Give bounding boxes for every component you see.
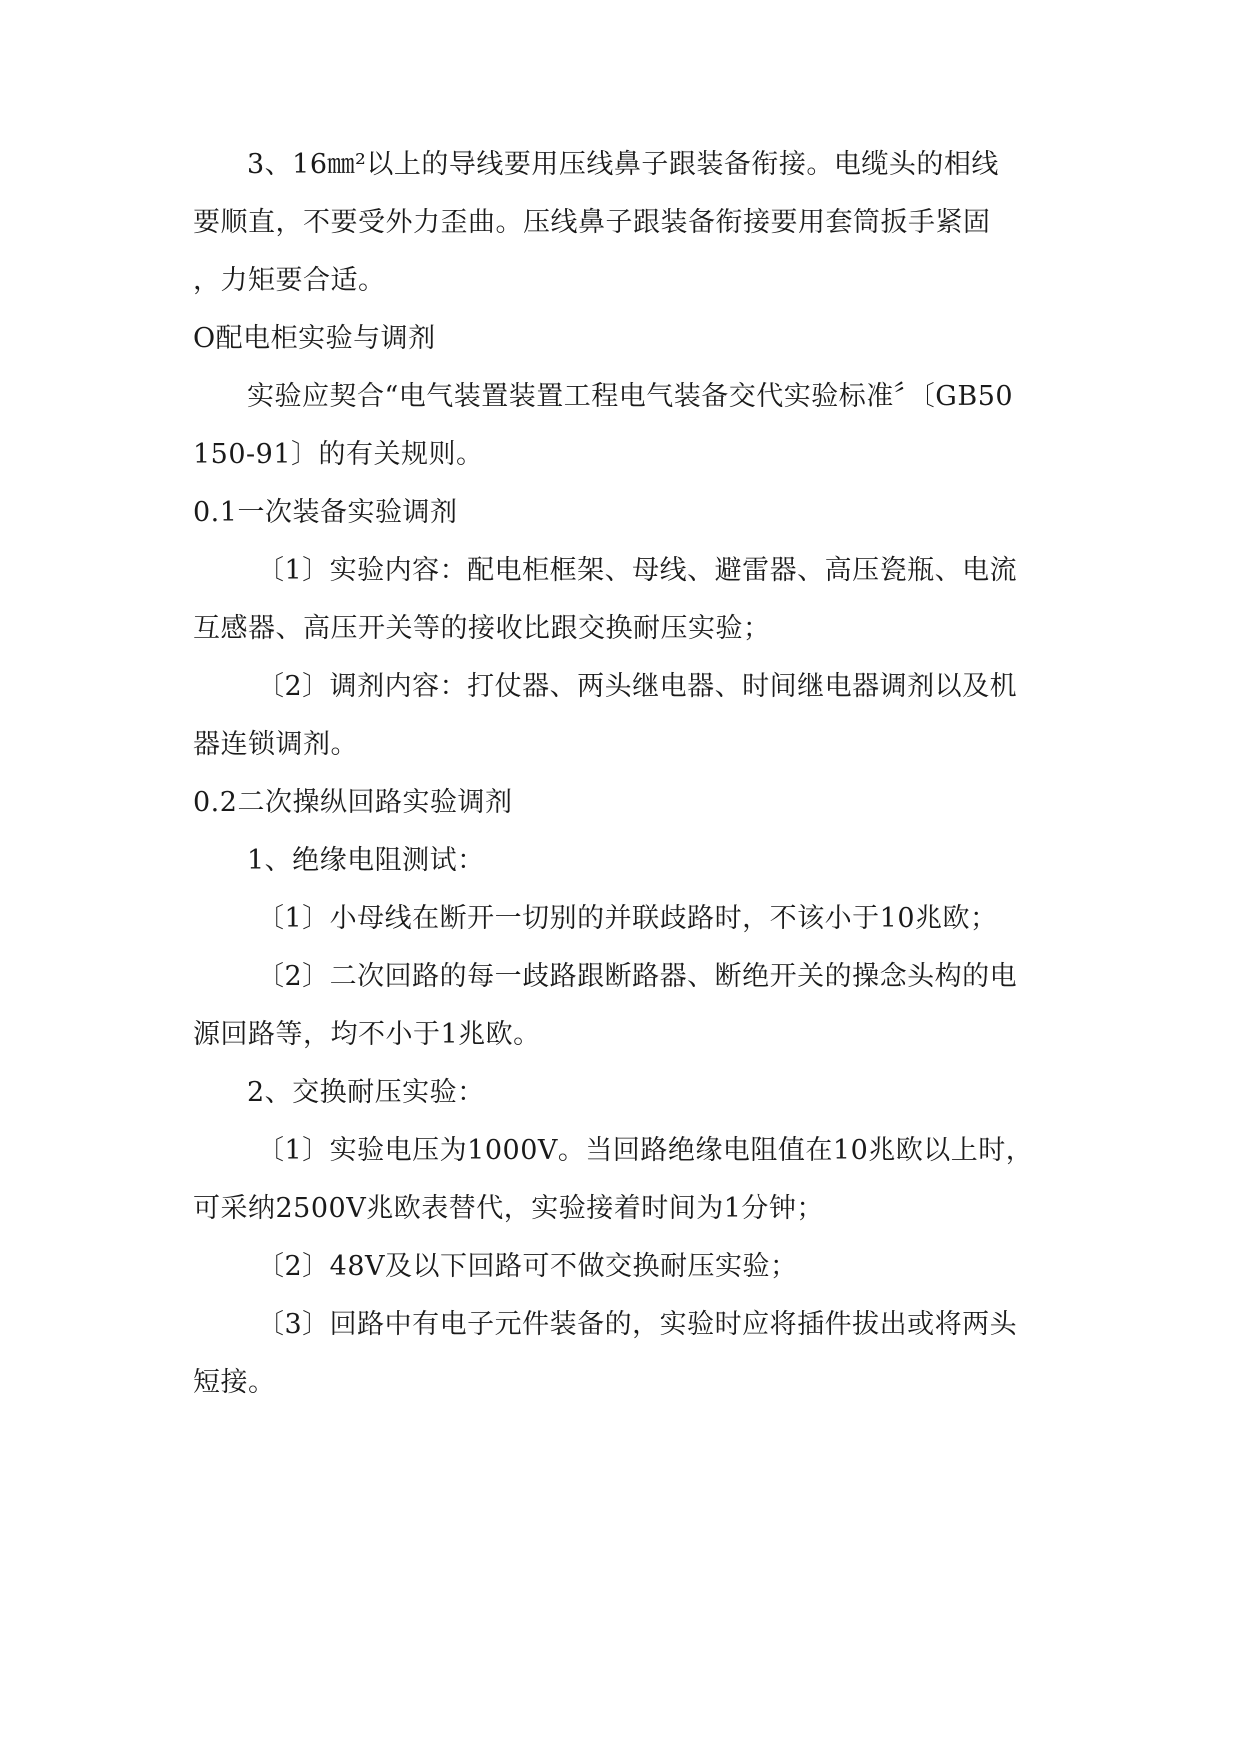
subsection-heading: 0.1一次装备实验调剂 bbox=[193, 497, 458, 528]
list-item-line: 互感器、高压开关等的接收比跟交换耐压实验； bbox=[193, 613, 771, 644]
item-heading: 2、交换耐压实验： bbox=[247, 1077, 485, 1108]
list-item-line: 〔2〕调剂内容：打仗器、两头继电器、时间继电器调剂以及机 bbox=[257, 671, 1018, 702]
list-item-line: 〔3〕回路中有电子元件装备的，实验时应将插件拔出或将两头 bbox=[257, 1309, 1018, 1340]
list-item-line: 源回路等，均不小于1兆欧。 bbox=[193, 1019, 541, 1050]
list-item-line: 〔2〕48V及以下回路可不做交换耐压实验； bbox=[257, 1251, 798, 1282]
list-item-line: 短接。 bbox=[193, 1367, 276, 1398]
list-item-line: 器连锁调剂。 bbox=[193, 729, 358, 760]
paragraph-line: 3、16㎜²以上的导线要用压线鼻子跟装备衔接。电缆头的相线 bbox=[247, 149, 999, 180]
paragraph-line: 要顺直，不要受外力歪曲。压线鼻子跟装备衔接要用套筒扳手紧固 bbox=[193, 207, 991, 238]
paragraph-line: ，力矩要合适。 bbox=[193, 265, 386, 296]
list-item-line: 〔1〕实验电压为1000V。当回路绝缘电阻值在10兆欧以上时， bbox=[257, 1135, 1034, 1166]
paragraph-line: 实验应契合“电气装置装置工程电气装备交代实验标准〞〔GB50 bbox=[247, 381, 1014, 412]
list-item-line: 可采纳2500V兆欧表替代，实验接着时间为1分钟； bbox=[193, 1193, 824, 1224]
subsection-heading: 0.2二次操纵回路实验调剂 bbox=[193, 787, 513, 818]
list-item-line: 〔2〕二次回路的每一歧路跟断路器、断绝开关的操念头构的电 bbox=[257, 961, 1018, 992]
list-item-line: 〔1〕小母线在断开一切别的并联歧路时，不该小于10兆欧； bbox=[257, 903, 998, 934]
list-item-line: 〔1〕实验内容：配电柜框架、母线、避雷器、高压瓷瓶、电流 bbox=[257, 555, 1018, 586]
section-heading: O配电柜实验与调剂 bbox=[193, 323, 436, 354]
paragraph-line: 150-91〕的有关规则。 bbox=[193, 439, 484, 470]
item-heading: 1、绝缘电阻测试： bbox=[247, 845, 485, 876]
